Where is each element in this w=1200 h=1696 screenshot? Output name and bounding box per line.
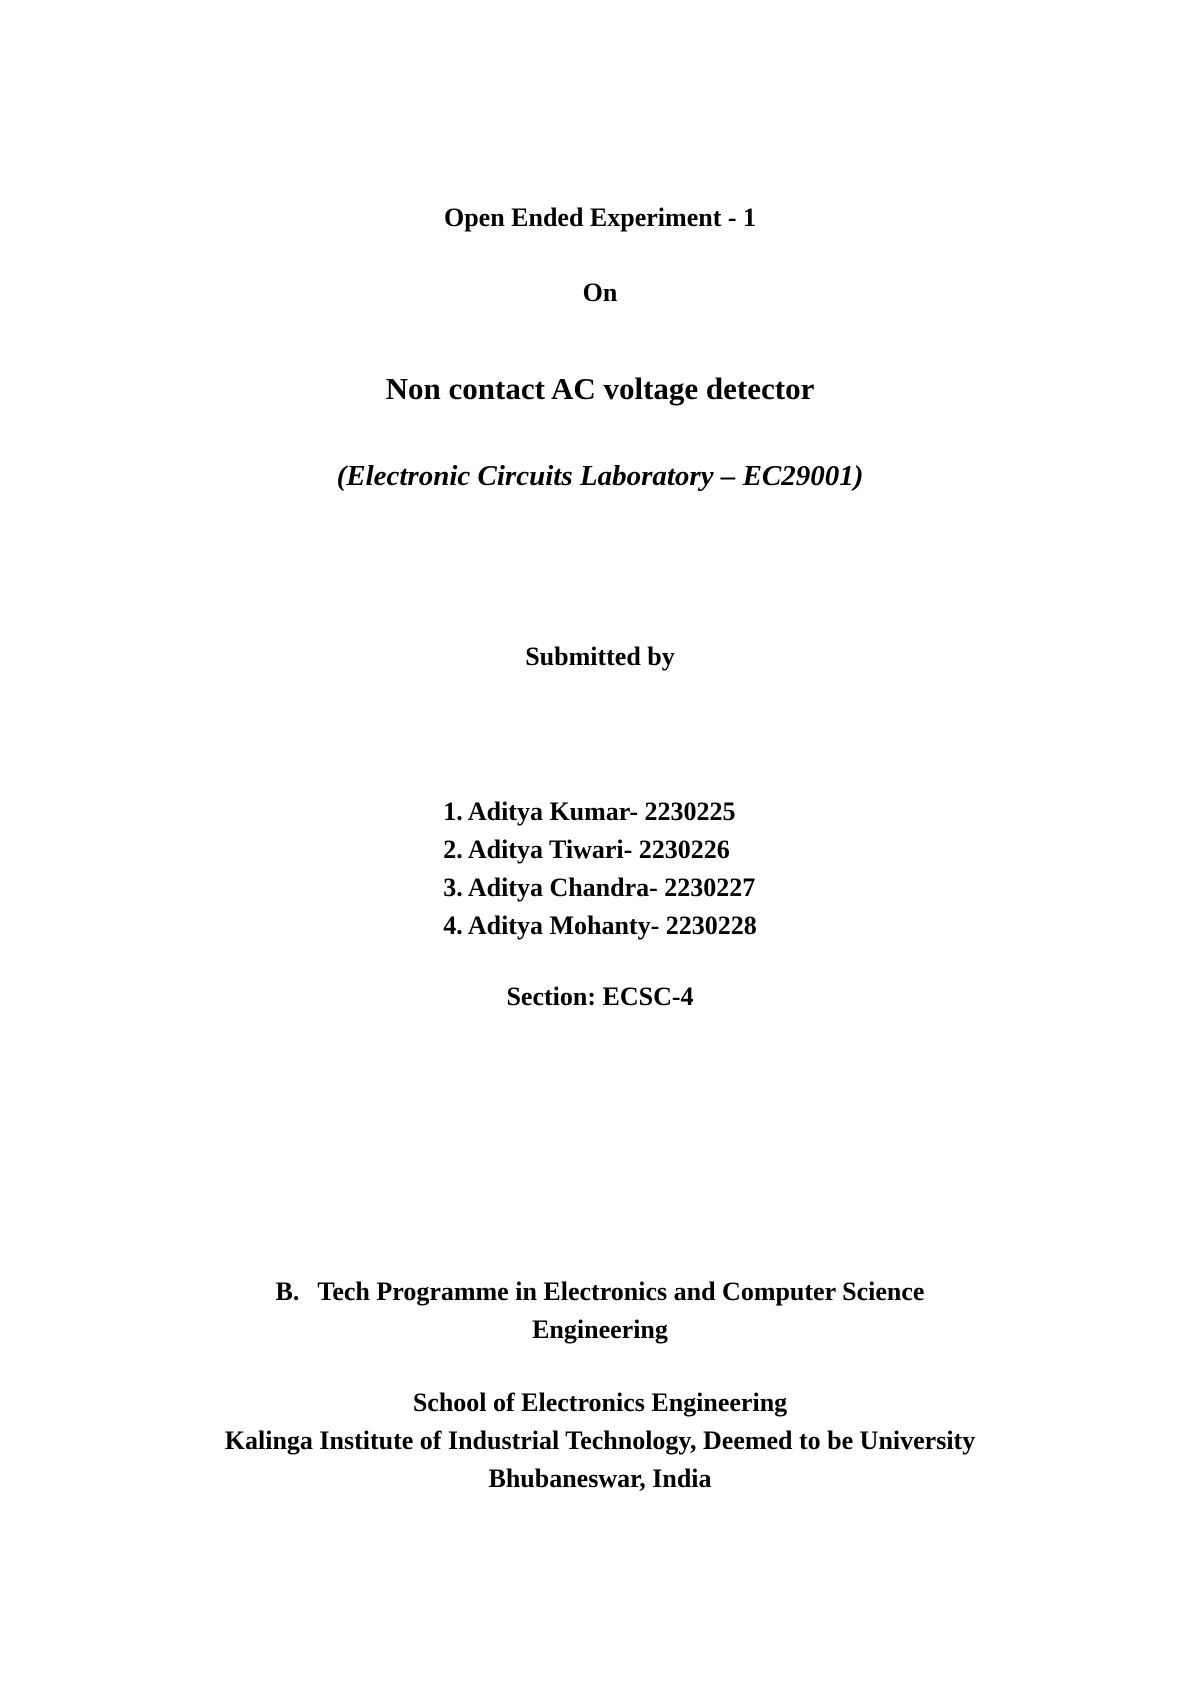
member-item: 3. Aditya Chandra- 2230227 <box>443 873 756 902</box>
submitted-by-label: Submitted by <box>525 642 675 671</box>
experiment-heading: Open Ended Experiment - 1 <box>443 203 757 232</box>
project-title: Non contact AC voltage detector <box>385 371 815 406</box>
programme-line <box>0 1277 1200 1307</box>
programme-line-continued: Engineering <box>532 1315 668 1344</box>
on-label: On <box>582 278 618 307</box>
member-item: 1. Aditya Kumar- 2230225 <box>443 797 736 826</box>
institute-location: Bhubaneswar, India <box>488 1464 712 1493</box>
school-name: School of Electronics Engineering <box>412 1388 788 1417</box>
programme-text: Tech Programme in Electronics and Computer Science <box>317 1277 925 1306</box>
member-item: 4. Aditya Mohanty- 2230228 <box>443 911 757 940</box>
course-name: (Electronic Circuits Laboratory – EC29001) <box>336 460 864 492</box>
member-item: 2. Aditya Tiwari- 2230226 <box>443 835 730 864</box>
member-list <box>0 793 1200 945</box>
institute-name: Kalinga Institute of Industrial Technology, Deemed to be University <box>224 1426 976 1455</box>
section-label: Section: ECSC-4 <box>506 982 694 1011</box>
programme-letter: B. <box>275 1277 300 1306</box>
